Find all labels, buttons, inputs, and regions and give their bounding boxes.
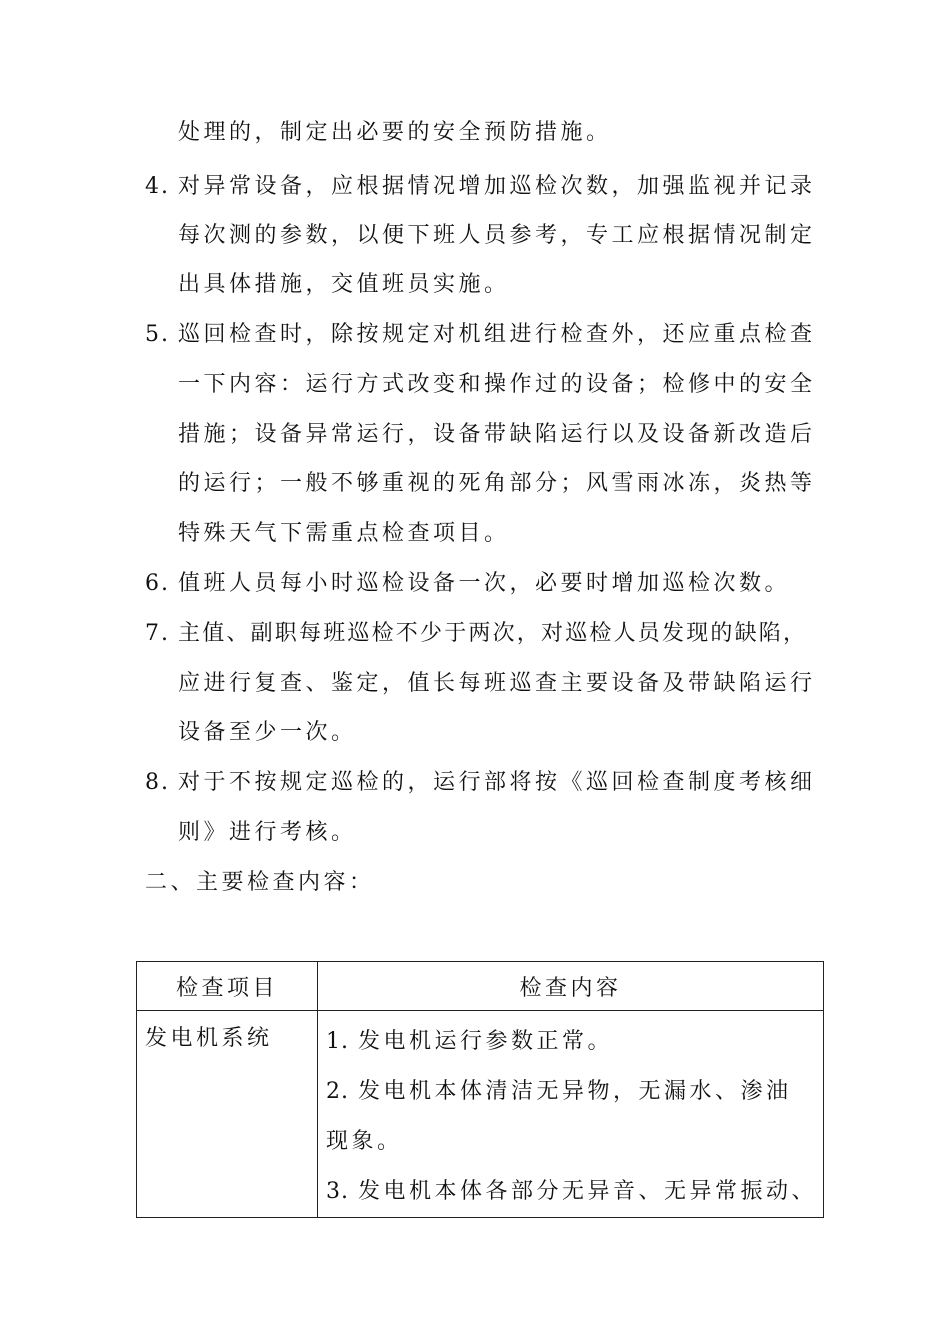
content-item-text: 发电机本体各部分无异音、无异常振动、 xyxy=(357,1179,817,1204)
item-number-6: 6. xyxy=(145,571,170,596)
content-item-1 xyxy=(326,1017,817,1067)
paragraph-5-line-2: 一下内容：运行方式改变和操作过的设备；检修中的安全 xyxy=(178,372,816,397)
content-item-number: 2. xyxy=(325,1079,349,1104)
content-item-text: 发电机运行参数正常。 xyxy=(357,1029,613,1054)
row-content-cell xyxy=(317,1011,823,1218)
paragraph-8-line-1: 对于不按规定巡检的，运行部将按《巡回检查制度考核细 xyxy=(178,770,816,795)
content-item-text: 发电机本体清洁无异物，无漏水、渗油 xyxy=(357,1079,792,1104)
paragraph-5-line-1: 巡回检查时，除按规定对机组进行检查外，还应重点检查 xyxy=(178,322,816,347)
paragraph-7-line-2: 应进行复查、鉴定，值长每班巡查主要设备及带缺陷运行 xyxy=(178,671,816,696)
paragraph-4-line-2: 每次测的参数，以便下班人员参考，专工应根据情况制定 xyxy=(178,223,816,248)
item-number-8: 8. xyxy=(145,770,170,795)
paragraph-5-line-4: 的运行；一般不够重视的死角部分；风雪雨冰冻，炎热等 xyxy=(178,471,816,496)
content-item-number: 3. xyxy=(325,1179,349,1204)
paragraph-7-line-1: 主值、副职每班巡检不少于两次，对巡检人员发现的缺陷， xyxy=(178,621,808,646)
item-number-4: 4. xyxy=(145,174,170,199)
paragraph-3-continuation: 处理的，制定出必要的安全预防措施。 xyxy=(178,120,612,145)
paragraph-5-line-5: 特殊天气下需重点检查项目。 xyxy=(178,521,510,546)
paragraph-5-line-3: 措施；设备异常运行，设备带缺陷运行以及设备新改造后 xyxy=(178,422,816,447)
header-check-content: 检查内容 xyxy=(317,962,823,1011)
content-item-2 xyxy=(326,1067,817,1117)
table-row xyxy=(137,1011,824,1218)
table-header-row xyxy=(137,962,824,1011)
paragraph-8-line-2: 则》进行考核。 xyxy=(178,820,357,845)
header-check-item: 检查项目 xyxy=(137,962,318,1011)
section-heading: 二、主要检查内容： xyxy=(145,870,375,895)
paragraph-6-line-1: 值班人员每小时巡检设备一次，必要时增加巡检次数。 xyxy=(178,571,791,596)
row-item-generator-system: 发电机系统 xyxy=(137,1011,318,1218)
inspection-table xyxy=(136,961,824,1218)
paragraph-4-line-3: 出具体措施，交值班员实施。 xyxy=(178,272,510,297)
item-number-7: 7. xyxy=(145,621,170,646)
paragraph-4-line-1: 对异常设备，应根据情况增加巡检次数，加强监视并记录 xyxy=(178,174,816,199)
content-item-3 xyxy=(326,1167,817,1217)
paragraph-7-line-3: 设备至少一次。 xyxy=(178,720,357,745)
content-item-2-continuation: 现象。 xyxy=(325,1129,403,1154)
item-number-5: 5. xyxy=(145,322,170,347)
content-item-number: 1. xyxy=(325,1029,349,1054)
